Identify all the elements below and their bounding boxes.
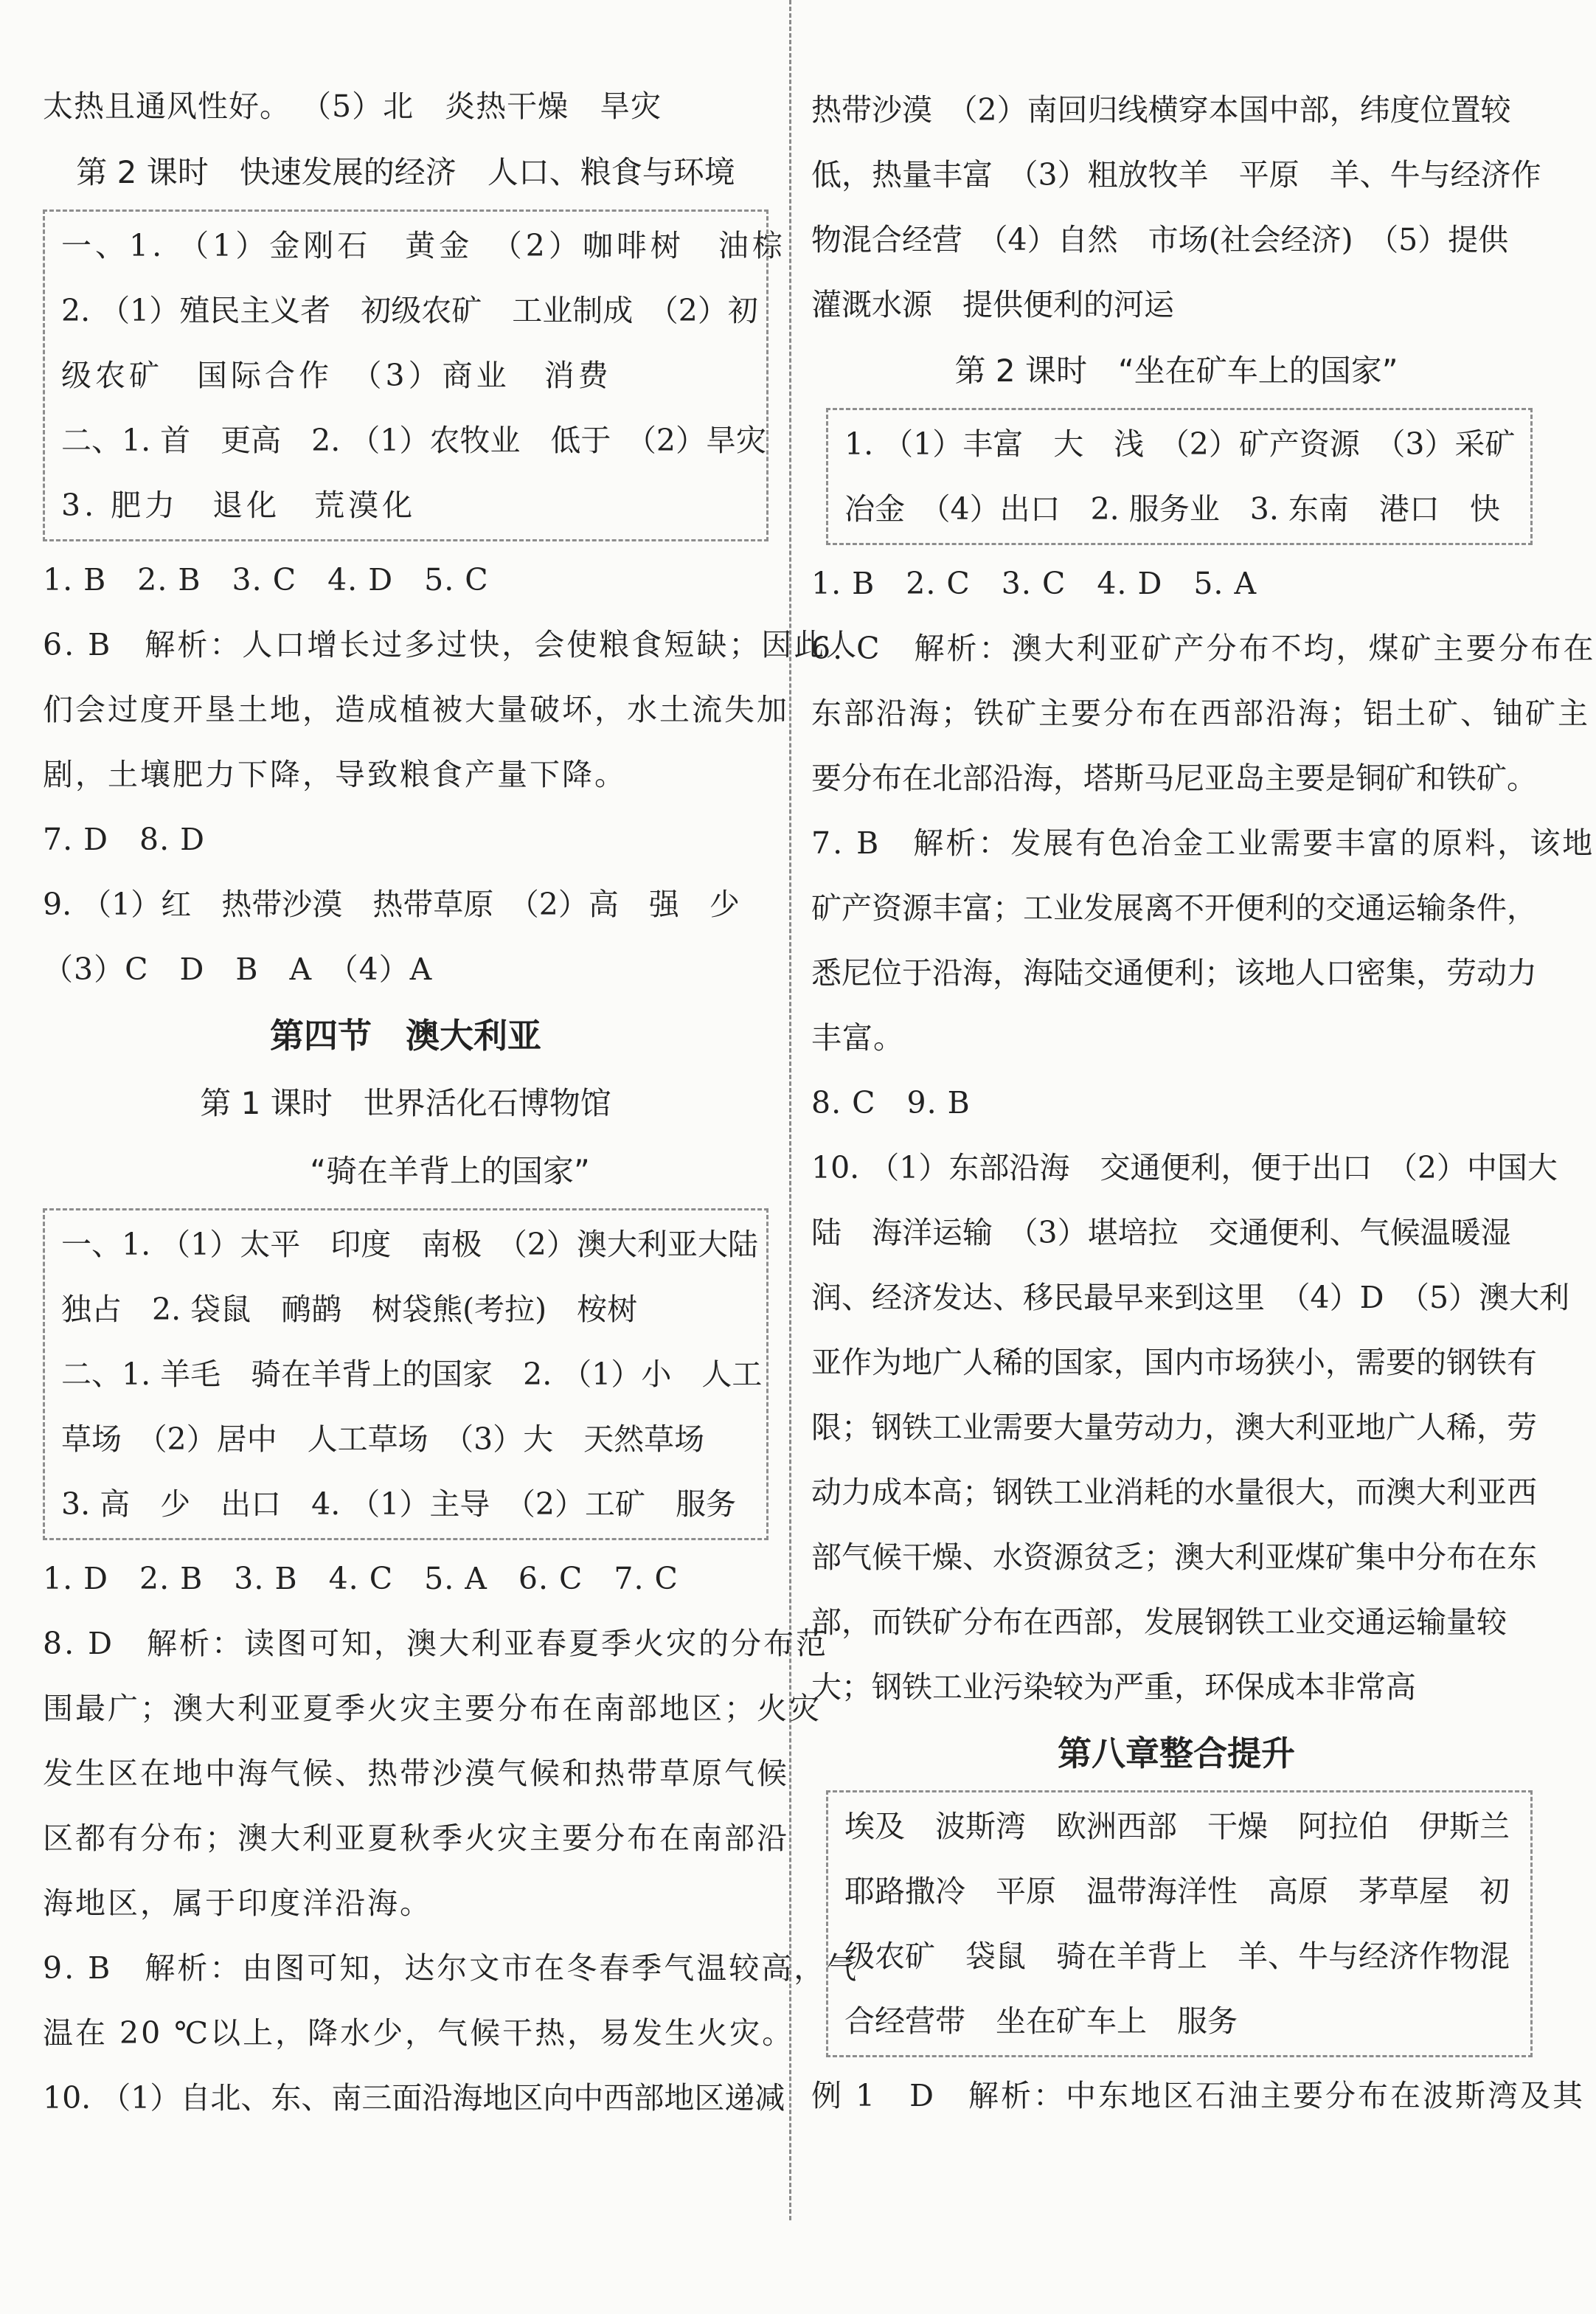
answer-line: 10. （1）自北、东、南三面沿海地区向中西部地区递减 — [43, 2080, 785, 2116]
right-column — [811, 77, 1596, 2128]
answer-line: 1. B 2. B 3. C 4. D 5. C — [43, 562, 489, 597]
answer-line: 9. B 解析：由图可知，达尔文市在冬春季气温较高，气 — [43, 1950, 859, 1986]
answer-line: 7. B 解析：发展有色冶金工业需要丰富的原料，该地 — [811, 825, 1595, 861]
lesson-2-mining-title: 第 2 课时 “坐在矿车上的国家” — [954, 353, 1398, 389]
answer-line: 发生区在地中海气候、热带沙漠气候和热带草原气候 — [43, 1756, 789, 1791]
lesson-2-economy-title: 第 2 课时 快速发展的经济 人口、粮食与环境 — [76, 154, 735, 190]
answer-line: 剧，土壤肥力下降，导致粮食产量下降。 — [43, 757, 627, 792]
right-intro-line: 低，热量丰富 （3）粗放牧羊 平原 羊、牛与经济作 — [811, 157, 1541, 193]
box-line: 埃及 波斯湾 欧洲西部 干燥 阿拉伯 伊斯兰 — [844, 1809, 1510, 1844]
chapter-8-review-title: 第八章整合提升 — [1058, 1733, 1295, 1773]
right-intro-line: 物混合经营 （4）自然 市场(社会经济) （5）提供 — [811, 222, 1509, 257]
answer-line: 亚作为地广人稀的国家，国内市场狭小，需要的钢铁有 — [811, 1345, 1537, 1380]
section-4-title: 第四节 澳大利亚 — [270, 1016, 541, 1056]
box-line: 2. （1）殖民主义者 初级农矿 工业制成 （2）初 — [61, 293, 758, 328]
answer-line: 悉尼位于沿海，海陆交通便利；该地人口密集，劳动力 — [811, 955, 1537, 991]
answer-line: 动力成本高；钢铁工业消耗的水量很大，而澳大利亚西 — [811, 1475, 1537, 1510]
column-divider — [789, 0, 791, 2220]
answer-line: 要分布在北部沿海，塔斯马尼亚岛主要是铜矿和铁矿。 — [811, 761, 1537, 796]
box-line: 合经营带 坐在矿车上 服务 — [844, 2003, 1238, 2039]
lesson-1-subtitle: “骑在羊背上的国家” — [310, 1153, 590, 1189]
lesson-2-mining-box — [826, 408, 1533, 545]
answer-line: 温在 20 ℃以上，降水少，气候干热，易发生火灾。 — [43, 2015, 795, 2051]
answer-line: 矿产资源丰富；工业发展离不开便利的交通运输条件， — [811, 890, 1537, 926]
answer-line: 们会过度开垦土地，造成植被大量破坏，水土流失加 — [43, 692, 789, 727]
chapter-8-summary-box — [826, 1790, 1533, 2057]
answer-line: 区都有分布；澳大利亚夏秋季火灾主要分布在南部沿 — [43, 1821, 789, 1856]
example-1-line: 例 1 D 解析：中东地区石油主要分布在波斯湾及其 — [811, 2078, 1585, 2113]
answer-line: 大；钢铁工业污染较为严重，环保成本非常高 — [811, 1669, 1416, 1705]
answer-line: 1. B 2. C 3. C 4. D 5. A — [811, 566, 1257, 601]
left-intro-line: 太热且通风性好。 （5）北 炎热干燥 旱灾 — [43, 89, 662, 124]
box-line: 二、1. 首 更高 2. （1）农牧业 低于 （2）旱灾 — [61, 423, 766, 458]
answer-line: 8. C 9. B — [811, 1085, 971, 1120]
lesson-2-knowledge-box — [43, 209, 786, 541]
answer-line: 丰富。 — [811, 1020, 904, 1056]
box-line: 草场 （2）居中 人工草场 （3）大 天然草场 — [61, 1421, 705, 1457]
right-intro-line: 灌溉水源 提供便利的河运 — [811, 287, 1174, 322]
answer-line: 围最广；澳大利亚夏季火灾主要分布在南部地区；火灾 — [43, 1691, 822, 1726]
box-line: 二、1. 羊毛 骑在羊背上的国家 2. （1）小 人工 — [61, 1357, 763, 1392]
right-intro-line: 热带沙漠 （2）南回归线横穿本国中部，纬度位置较 — [811, 92, 1511, 128]
answer-line: 6. B 解析：人口增长过多过快，会使粮食短缺；因此人 — [43, 627, 859, 662]
answer-line: 部气候干燥、水资源贫乏；澳大利亚煤矿集中分布在东 — [811, 1539, 1537, 1575]
box-line: 一、1. （1）金刚石 黄金 （2）咖啡树 油棕 — [61, 228, 786, 263]
lesson-1-title: 第 1 课时 世界活化石博物馆 — [200, 1085, 611, 1121]
box-line: 耶路撒冷 平原 温带海洋性 高原 茅草屋 初 — [844, 1874, 1510, 1909]
answer-line: 9. （1）红 热带沙漠 热带草原 （2）高 强 少 — [43, 887, 740, 922]
answer-line: 东部沿海；铁矿主要分布在西部沿海；铝土矿、铀矿主 — [811, 696, 1590, 731]
answer-line: 海地区，属于印度洋沿海。 — [43, 1885, 432, 1921]
answer-line: 6. C 解析：澳大利亚矿产分布不均，煤矿主要分布在 — [811, 631, 1596, 666]
answer-line: 8. D 解析：读图可知，澳大利亚春夏季火灾的分布范 — [43, 1626, 829, 1661]
answer-line: （3）C D B A （4）A — [43, 952, 433, 987]
answer-line: 润、经济发达、移民最早来到这里 （4）D （5）澳大利 — [811, 1280, 1570, 1315]
box-line: 3. 高 少 出口 4. （1）主导 （2）工矿 服务 — [61, 1486, 736, 1522]
box-line: 冶金 （4）出口 2. 服务业 3. 东南 港口 快 — [844, 491, 1500, 527]
box-line: 一、1. （1）太平 印度 南极 （2）澳大利亚大陆 — [61, 1227, 758, 1262]
answer-line: 限；钢铁工业需要大量劳动力，澳大利亚地广人稀，劳 — [811, 1410, 1537, 1445]
box-line: 级农矿 袋鼠 骑在羊背上 羊、牛与经济作物混 — [844, 1939, 1510, 1974]
answer-line: 1. D 2. B 3. B 4. C 5. A 6. C 7. C — [43, 1561, 679, 1596]
lesson-1-knowledge-box — [43, 1208, 768, 1540]
answer-line: 陆 海洋运输 （3）堪培拉 交通便利、气候温暖湿 — [811, 1215, 1511, 1250]
box-line: 1. （1）丰富 大 浅 （2）矿产资源 （3）采矿 — [844, 426, 1516, 462]
box-line: 级农矿 国际合作 （3）商业 消费 — [61, 358, 612, 393]
box-line: 独占 2. 袋鼠 鸸鹋 树袋熊(考拉) 桉树 — [61, 1292, 638, 1327]
box-line: 3. 肥力 退化 荒漠化 — [61, 488, 417, 523]
answer-line: 10. （1）东部沿海 交通便利，便于出口 （2）中国大 — [811, 1150, 1558, 1185]
answer-line: 7. D 8. D — [43, 822, 206, 857]
answer-line: 部，而铁矿分布在西部，发展钢铁工业交通运输量较 — [811, 1604, 1507, 1640]
